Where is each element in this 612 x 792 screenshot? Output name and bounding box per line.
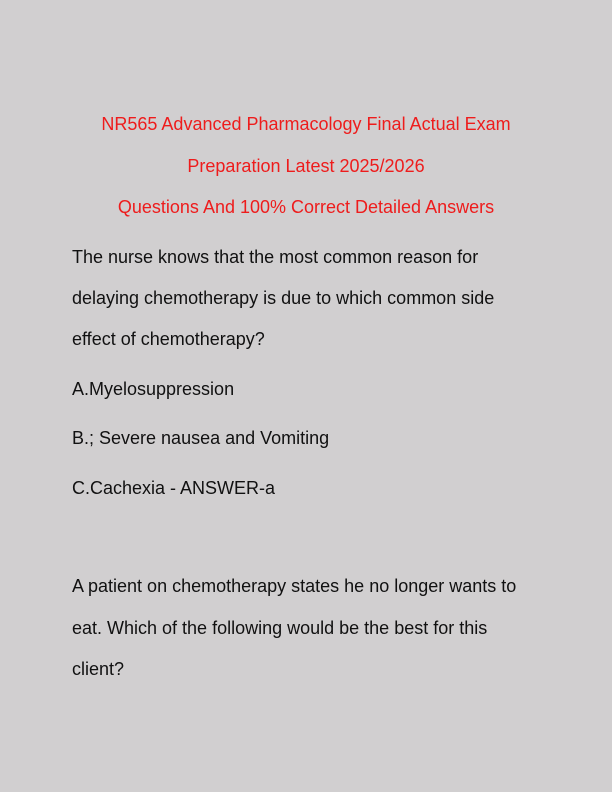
question-2-line: client?: [72, 659, 125, 679]
option-c-answer: C.Cachexia - ANSWER-a: [72, 478, 276, 498]
option-b: B.; Severe nausea and Vomiting: [72, 428, 330, 448]
question-1-line: delaying chemotherapy is due to which common side: [72, 288, 495, 308]
option-a: A.Myelosuppression: [72, 379, 235, 399]
question-2-line: A patient on chemotherapy states he no longer wants to: [72, 576, 517, 596]
question-2-line: eat. Which of the following would be the best for this: [72, 618, 488, 638]
question-1-line: The nurse knows that the most common reason for: [72, 247, 479, 267]
title-line-1: NR565 Advanced Pharmacology Final Actual Exam: [101, 114, 511, 134]
question-1-line: effect of chemotherapy?: [72, 329, 265, 349]
title-line-3: Questions And 100% Correct Detailed Answers: [117, 197, 495, 217]
title-line-2: Preparation Latest 2025/2026: [187, 156, 425, 176]
